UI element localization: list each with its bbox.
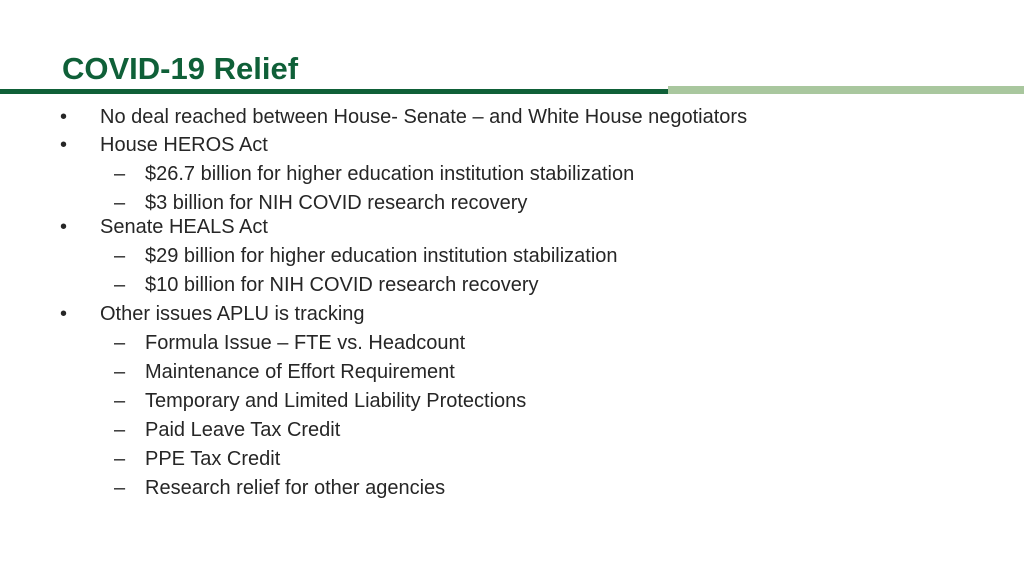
dash-marker: –	[114, 274, 126, 296]
bullet-text: Other issues APLU is tracking	[100, 303, 365, 325]
dash-marker: –	[114, 192, 126, 214]
dash-marker: –	[114, 390, 126, 412]
bullet-text: $29 billion for higher education institution stabilization	[145, 245, 618, 267]
dash-marker: –	[114, 477, 126, 499]
bullet-text: Research relief for other agencies	[145, 477, 446, 499]
bullet-text: Temporary and Limited Liability Protections	[145, 390, 527, 412]
bullet-text: Maintenance of Effort Requirement	[145, 361, 455, 383]
dash-marker: –	[114, 245, 126, 267]
bullet-marker: •	[60, 134, 68, 156]
bullet-text: Senate HEALS Act	[100, 216, 268, 238]
dash-marker: –	[114, 419, 126, 441]
bullet-text: $10 billion for NIH COVID research recovery	[145, 274, 539, 296]
dash-marker: –	[114, 448, 126, 470]
bullet-text: $26.7 billion for higher education institution stabilization	[145, 163, 635, 185]
bullet-text: House HEROS Act	[100, 134, 268, 156]
dash-marker: –	[114, 361, 126, 383]
bullet-text: PPE Tax Credit	[145, 448, 281, 470]
slide-title: COVID-19 Relief	[62, 51, 299, 86]
bullet-text: Formula Issue – FTE vs. Headcount	[145, 332, 466, 354]
bullet-text: $3 billion for NIH COVID research recovery	[145, 192, 528, 214]
bullet-marker: •	[60, 303, 68, 325]
dash-marker: –	[114, 163, 126, 185]
bullet-marker: •	[60, 216, 68, 238]
bullet-marker: •	[60, 106, 68, 128]
bullet-text: Paid Leave Tax Credit	[145, 419, 341, 441]
bullet-text: No deal reached between House- Senate – and White House negotiators	[100, 106, 748, 128]
dash-marker: –	[114, 332, 126, 354]
